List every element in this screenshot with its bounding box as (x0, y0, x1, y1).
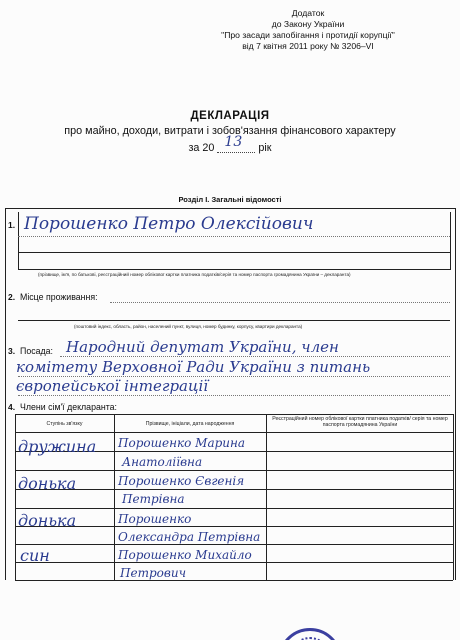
official-seal (278, 628, 342, 640)
appendix-note (208, 8, 408, 52)
member-2-name[interactable]: Порошенко Євгенія (118, 474, 245, 488)
field-2-caption: (поштовий індекс, область, район, населений пункт, вулиця, номер будинку, корпусу, квартири декларанта) (74, 324, 303, 329)
field-1-bottom-line (18, 269, 450, 270)
row-line-8 (15, 580, 453, 581)
member-1-name[interactable]: Порошенко Марина (118, 436, 246, 450)
field-1-caption: (прізвище, ім'я, по батькові, реєстраційний номер облікової картки платника податків/серія та номер паспорта громадянина України – декларанта) (38, 272, 351, 277)
family-table-divider-1 (114, 414, 115, 580)
year-field[interactable] (217, 134, 255, 153)
field-4-label: Члени сім'ї декларанта: (20, 402, 117, 412)
year-prefix: за 20 (188, 142, 215, 154)
member-1-relation[interactable]: дружина (18, 437, 97, 456)
member-2-patronymic[interactable]: Петрівна (122, 492, 185, 506)
position-line-1[interactable]: Народний депутат України, член (66, 338, 339, 356)
member-3-patronymic[interactable]: Олександра Петрівна (118, 530, 261, 544)
appendix-line-4: від 7 квітня 2011 року № 3206–VI (242, 41, 374, 51)
year-suffix: рік (258, 142, 272, 154)
frame-top-line (5, 208, 455, 209)
field-1-box-right (450, 212, 451, 270)
member-1-patronymic[interactable]: Анатоліївна (122, 455, 203, 469)
field-1-dotted-line (18, 236, 450, 237)
member-2-relation[interactable]: донька (18, 474, 77, 493)
section-title: Розділ І. Загальні відомості (178, 195, 282, 204)
column-relation-header: Ступінь зв'язку (46, 421, 83, 427)
declaration-year (0, 134, 460, 154)
member-4-patronymic[interactable]: Петрович (120, 566, 187, 580)
family-table-header-bottom (15, 432, 453, 433)
family-table-right (453, 414, 454, 580)
row-line-6 (15, 544, 453, 545)
appendix-line-3: "Про засади запобігання і протидії корупції" (221, 30, 395, 40)
year-handwritten: 13 (224, 134, 243, 150)
family-table-divider-2 (266, 414, 267, 580)
position-line-2[interactable]: комітету Верховної Ради України з питань (16, 358, 371, 376)
declarant-name[interactable]: Порошенко Петро Олексійович (24, 214, 314, 234)
position-line-3[interactable]: європейської інтеграції (16, 377, 209, 395)
field-4-number: 4. (8, 402, 16, 412)
family-table-left (15, 414, 16, 580)
column-name-header: Прізвище, ініціали, дата народження (145, 421, 235, 427)
field-3-number: 3. (8, 346, 16, 356)
member-4-relation[interactable]: син (20, 546, 50, 565)
column-taxid-header: Реєстраційний номер облікової картки платника податків/ серія та номер паспорта громадянина України (272, 416, 448, 428)
field-2-number: 2. (8, 292, 16, 302)
field-3-label: Посада: (20, 346, 53, 356)
row-line-3 (15, 489, 453, 490)
document-subtitle: про майно, доходи, витрати і зобов'язання фінансового характеру (64, 125, 396, 137)
field-1-number: 1. (8, 220, 16, 230)
frame-right-line (455, 208, 456, 580)
row-line-7 (15, 562, 453, 563)
field-1-box-left (18, 212, 19, 270)
field-3-dotted-line-3 (18, 395, 450, 396)
member-3-name[interactable]: Порошенко (118, 512, 192, 526)
field-2-bottom-line (18, 320, 450, 321)
field-3-dotted-line-2 (18, 376, 450, 377)
row-line-4 (15, 508, 453, 509)
field-1-mid-line (18, 252, 450, 253)
field-3-dotted-line-1 (60, 356, 450, 357)
frame-left-line (5, 208, 6, 580)
row-line-2 (15, 470, 453, 471)
field-2-label: Місце проживання: (20, 292, 98, 302)
family-table-top (15, 414, 453, 415)
member-4-name[interactable]: Порошенко Михайло (118, 548, 252, 562)
appendix-line-2: до Закону України (271, 19, 345, 29)
document-title: ДЕКЛАРАЦІЯ (190, 110, 270, 122)
field-2-dotted-line (110, 302, 450, 303)
member-3-relation[interactable]: донька (18, 511, 77, 530)
row-line-5 (15, 526, 453, 527)
appendix-line-1: Додаток (291, 8, 325, 18)
